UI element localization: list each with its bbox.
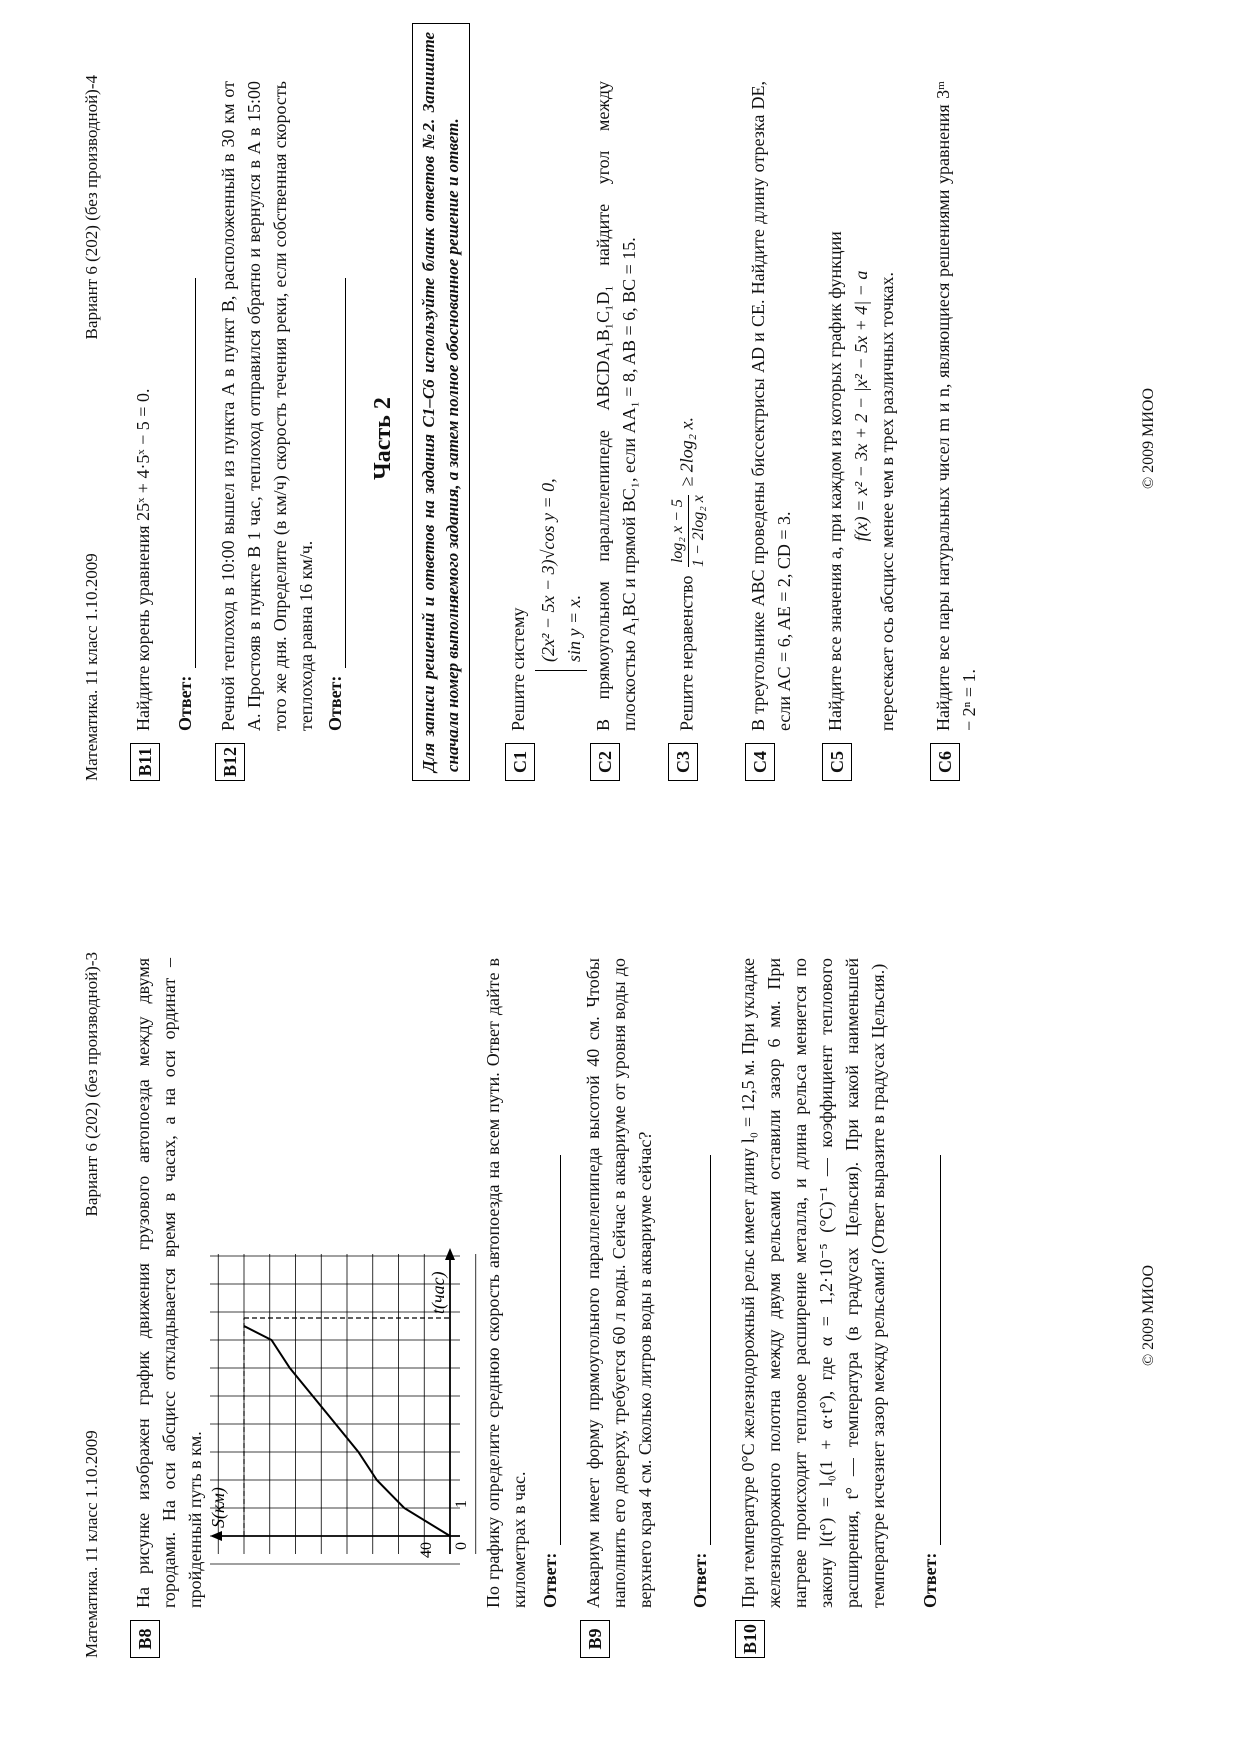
task-c1-lead: Решите систему	[508, 607, 528, 731]
tick-label-1: 1	[453, 1500, 470, 1508]
y-axis-arrow	[210, 1531, 222, 1541]
task-text: При температуре 0°С железнодорожный рельс имеет длину l₀ = 12,5 м. При укладке железнодорожного полотна между двумя рельсами оставили зазор 6 мм. При нагреве происходит тепловое расширение металла, и длина рельса меняется по закону l(t°) = l₀(1 + α·t°), где α = 1,2·10⁻⁵ (°C)⁻¹ — коэффициент теплового расширения, t° — температура (в градусах Цельсия). При какой наименьшей температуре исчезнет зазор между рельсами? (Ответ выразите в градусах Цельсия.)	[738, 958, 888, 1608]
task-number: C1	[505, 743, 535, 781]
tick-label-40: 40	[418, 1542, 435, 1558]
answer-b9	[690, 1155, 711, 1608]
answer-label: Ответ:	[690, 1552, 710, 1608]
answer-label: Ответ:	[920, 1552, 940, 1608]
x-axis-label: t(час)	[428, 1271, 448, 1314]
task-text: В треугольнике ABC проведены биссектрисы AD и CE. Найдите длину отрезка DE, если AC = 6, AE = 2, CD = 3.	[748, 81, 794, 731]
task-text: На рисунке изображен график движения грузового автопоезда между двумя городами. На оси абсцисс откладывается время в часах, а на оси ординат – пройденный путь в км.	[133, 958, 205, 1608]
answer-line-b8[interactable]	[542, 1155, 561, 1545]
task-number: C6	[930, 743, 960, 781]
task-b8	[130, 958, 208, 1658]
instruction-box: Для записи решений и ответов на задания С1–С6 используйте бланк ответов №2. Запишите сначала номер выполняемого задания, а затем полное обоснованное решение и ответ.	[412, 23, 470, 781]
task-number: B10	[735, 1620, 765, 1658]
task-c2	[590, 81, 642, 781]
footer-right: © 2009 МИОО	[1140, 387, 1157, 490]
task-b11	[130, 81, 156, 781]
part-2-title: Часть 2	[370, 397, 396, 480]
answer-label: Ответ:	[175, 675, 195, 731]
x-axis-arrow	[445, 1248, 455, 1260]
task-c5	[822, 81, 900, 781]
equation-2: sin y = x.	[564, 594, 584, 662]
task-text: В прямоугольном параллелепипеде ABCDA₁B₁C₁D₁ найдите угол между плоскостью A₁BC и прямой BC₁, если AA₁ = 8, AB = 6, BC = 15.	[593, 81, 639, 731]
task-text: Речной теплоход в 10:00 вышел из пункта А в пункт В, расположенный в 30 км от А. Простояв в пункте В 1 час, теплоход отправился обратно и вернулся в А в 15:00 того же дня. Определите (в км/ч) скорость течения реки, если собственная скорость теплохода равна 16 км/ч.	[218, 81, 316, 731]
task-text	[668, 81, 709, 731]
answer-b8	[540, 1155, 561, 1608]
task-number: B9	[580, 1620, 610, 1658]
task-c3	[668, 81, 709, 781]
task-c5-lead: Найдите все значения a, при каждом из которых график функции	[825, 231, 845, 731]
task-text: Аквариум имеет форму прямоугольного параллелепипеда высотой 40 см. Чтобы наполнить его доверху, требуется 60 л воды. Сейчас в аквариуме от уровня воды до верхнего края 4 см. Сколько литров воды в аквариуме сейчас?	[583, 958, 655, 1608]
task-c3-lead: Решите неравенство	[676, 575, 697, 731]
task-b8-question	[480, 958, 532, 1658]
answer-label: Ответ:	[540, 1552, 560, 1608]
task-b10	[735, 958, 891, 1658]
answer-b10	[920, 1155, 941, 1608]
task-text: Найдите все пары натуральных чисел m и n, являющиеся решениями уравнения 3ᵐ − 2ⁿ = 1.	[933, 81, 979, 731]
task-text: Найдите корень уравнения 25ˣ + 4·5ˣ − 5 = 0.	[133, 388, 153, 731]
system-of-equations	[535, 81, 587, 671]
running-header-left: Математика. 11 класс 1.10.2009	[82, 1430, 101, 1658]
answer-b11	[175, 278, 196, 731]
equation-1: (2x² − 5x − 3)√cos y = 0,	[538, 478, 558, 662]
task-number: B8	[130, 1620, 160, 1658]
task-number: C2	[590, 743, 620, 781]
task-number: C3	[668, 743, 698, 781]
page-3	[0, 877, 1239, 1754]
answer-label: Ответ:	[325, 675, 345, 731]
task-number: B11	[130, 743, 160, 781]
running-header-left: Математика. 11 класс 1.10.2009	[82, 553, 101, 781]
task-c6	[930, 81, 982, 781]
task-text	[505, 81, 587, 731]
task-b9	[580, 958, 658, 1658]
distance-time-graph	[208, 1244, 470, 1558]
answer-line-b9[interactable]	[692, 1155, 711, 1545]
fraction-denominator: 1 − 2log₂ x	[690, 495, 707, 568]
answer-line-b10[interactable]	[922, 1155, 941, 1545]
function-formula: f(x) = x² − 3x + 2 − |x² − 5x + 4| − a	[851, 270, 871, 542]
footer-left: © 2009 МИОО	[1140, 1264, 1157, 1367]
tick-label-0: 0	[453, 1542, 470, 1550]
task-b12	[215, 81, 319, 781]
task-number: C4	[745, 743, 775, 781]
task-number: C5	[822, 743, 852, 781]
answer-line-b12[interactable]	[327, 278, 346, 668]
task-number: B12	[215, 743, 245, 781]
task-text: По графику определите среднюю скорость автопоезда на всем пути. Ответ дайте в километрах в час.	[483, 958, 529, 1608]
task-c4	[745, 81, 797, 781]
task-text	[822, 81, 900, 731]
fraction-numerator: log₂ x − 5	[668, 495, 689, 567]
answer-b12	[325, 278, 346, 731]
answer-line-b11[interactable]	[177, 278, 196, 668]
task-c1	[505, 81, 587, 781]
inequality-rest: ≥ 2log₂ x.	[676, 416, 697, 487]
running-header-right: Вариант 6 (202) (без производной)-4	[82, 75, 101, 340]
running-header-right: Вариант 6 (202) (без производной)-3	[82, 952, 101, 1217]
task-c5-tail: пересекает ось абсцисс менее чем в трех различных точках.	[877, 271, 897, 731]
fraction	[668, 495, 709, 567]
y-axis-label: S(км)	[208, 1487, 228, 1528]
